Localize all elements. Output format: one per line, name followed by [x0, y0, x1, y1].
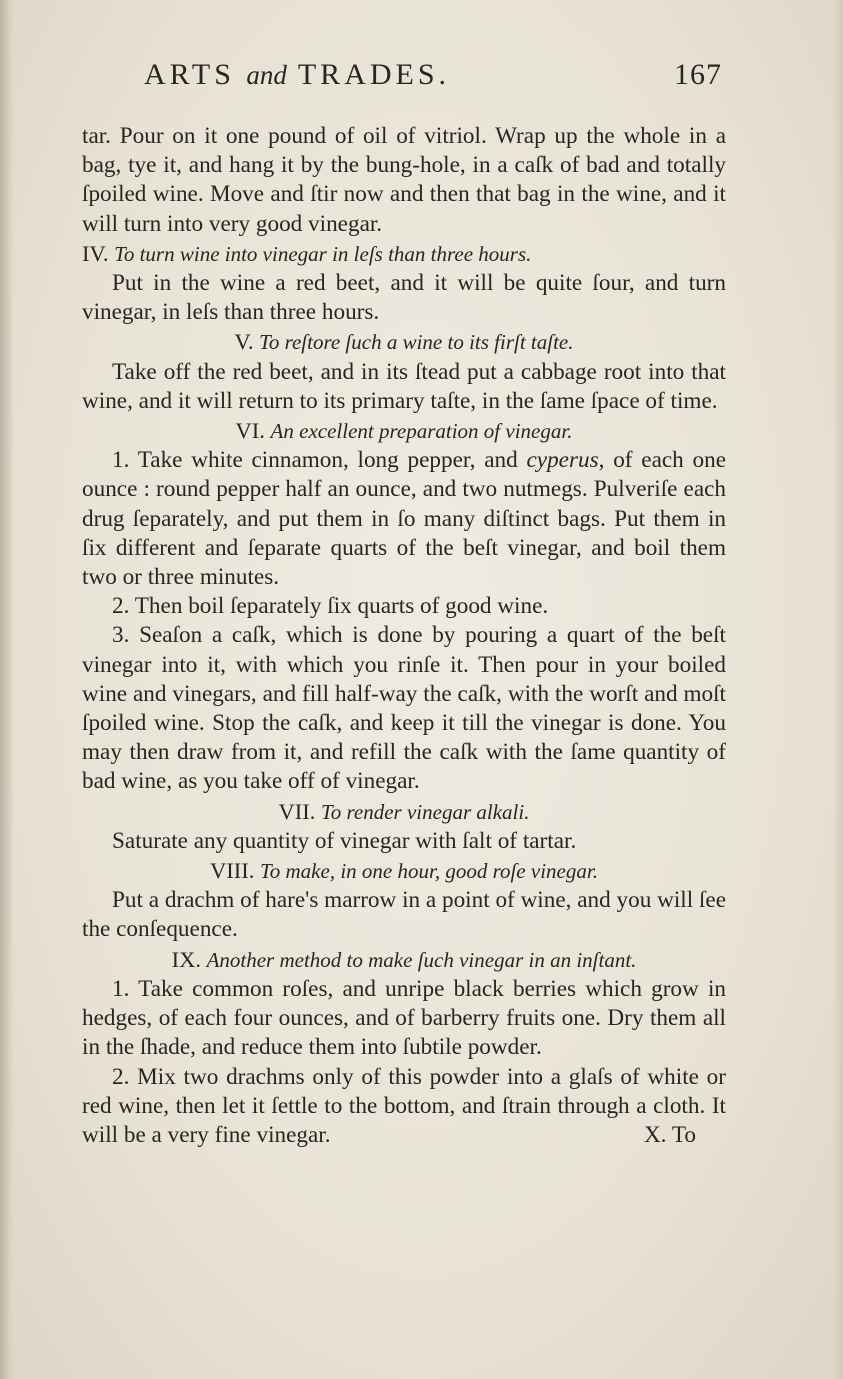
section-numeral: VII.	[278, 798, 316, 824]
page-edge-shadow	[833, 0, 843, 1379]
paragraph: 2. Then boil ſeparately ſix quarts of good wine.	[112, 593, 549, 620]
paragraph-text: 1. Take white cinnamon, long pepper, and	[112, 447, 527, 474]
paragraph: 1. Take common roſes, and unripe black berries which grow in hedges, of each four ounces, and of barberry fruits one. Dry them all in the ſhade, and reduce them into ſubtile powder.	[82, 975, 726, 1061]
section-heading-ix	[82, 945, 726, 975]
section-heading-viii	[82, 856, 726, 886]
paragraph-text: , of each one ounce : round pepper half an ounce, and two nutmegs. Pulveriſe each drug ſeparately, and put them in ſo many diſtinct bags. Put them in ſix different and ſeparate quarts of the beſt vinegar, and boil them two or three minutes.	[82, 447, 726, 591]
page-number: 167	[674, 58, 722, 91]
section-title: To render vinegar alkali.	[321, 799, 530, 824]
running-title-word-1: ARTS	[144, 58, 235, 91]
section-heading-v	[82, 327, 726, 357]
section-title: An excellent preparation of vinegar.	[270, 419, 573, 444]
paragraph: Saturate any quantity of vinegar with ſalt of tartar.	[112, 827, 577, 854]
section-numeral: IX.	[171, 946, 201, 972]
paragraph-text: 2. Mix two drachms only of this powder into a glaſs of white or red wine, then let it ſettle to the bottom, and ſtrain through a cloth. It will be a very fine vinegar.	[82, 1063, 726, 1148]
section-title: To reſtore ſuch a wine to its firſt taſte.	[259, 330, 574, 355]
catchword-text: X. To	[643, 1121, 696, 1148]
page-body	[82, 122, 726, 1150]
section-numeral: V.	[234, 329, 254, 355]
paragraph-continuation: tar. Pour on it one pound of oil of vitriol. Wrap up the whole in a bag, tye it, and hang it by the bung-hole, in a caſk of bad and totally ſpoiled wine. Move and ſtir now and then that bag in the wine, and it will turn into very good vinegar.	[82, 123, 726, 237]
paragraph: Take off the red beet, and in its ſtead put a cabbage root into that wine, and it will return to its primary taſte, in the ſame ſpace of time.	[82, 358, 726, 414]
paragraph: Put in the wine a red beet, and it will be quite ſour, and turn vinegar, in leſs than three hours.	[82, 270, 726, 326]
section-numeral: IV.	[82, 240, 109, 266]
section-heading-vii	[82, 797, 726, 827]
section-numeral: VIII.	[210, 858, 255, 884]
section-title: Another method to make ſuch vinegar in an inſtant.	[206, 947, 637, 972]
paragraph: Put a drachm of hare's marrow in a point of wine, and you will ſee the conſequence.	[82, 887, 726, 943]
running-title	[144, 58, 450, 92]
section-numeral: VI.	[235, 418, 265, 444]
paragraph: 3. Seaſon a caſk, which is done by pouring a quart of the beſt vinegar into it, with which you rinſe it. Then pour in your boiled wine and vinegars, and fill half-way the caſk, with the worſt and moſt ſpoiled wine. Stop the caſk, and keep it till the vinegar is done. You may then draw from it, and refill the caſk with the ſame quantity of bad wine, as you take off of vinegar.	[82, 622, 726, 795]
running-header	[82, 58, 722, 102]
section-heading-vi	[82, 416, 726, 446]
paragraph	[82, 446, 726, 592]
section-title: To make, in one hour, good roſe vinegar.	[260, 859, 598, 884]
running-title-and: and	[246, 60, 287, 90]
catchword	[614, 1121, 696, 1150]
section-title: To turn wine into vinegar in leſs than three hours.	[114, 241, 532, 266]
paragraph-final	[82, 1063, 726, 1151]
italic-term: cyperus	[526, 447, 599, 474]
section-heading-iv	[82, 239, 726, 269]
running-title-word-2: TRADES.	[297, 58, 451, 91]
page-gutter-shadow	[0, 0, 14, 1379]
